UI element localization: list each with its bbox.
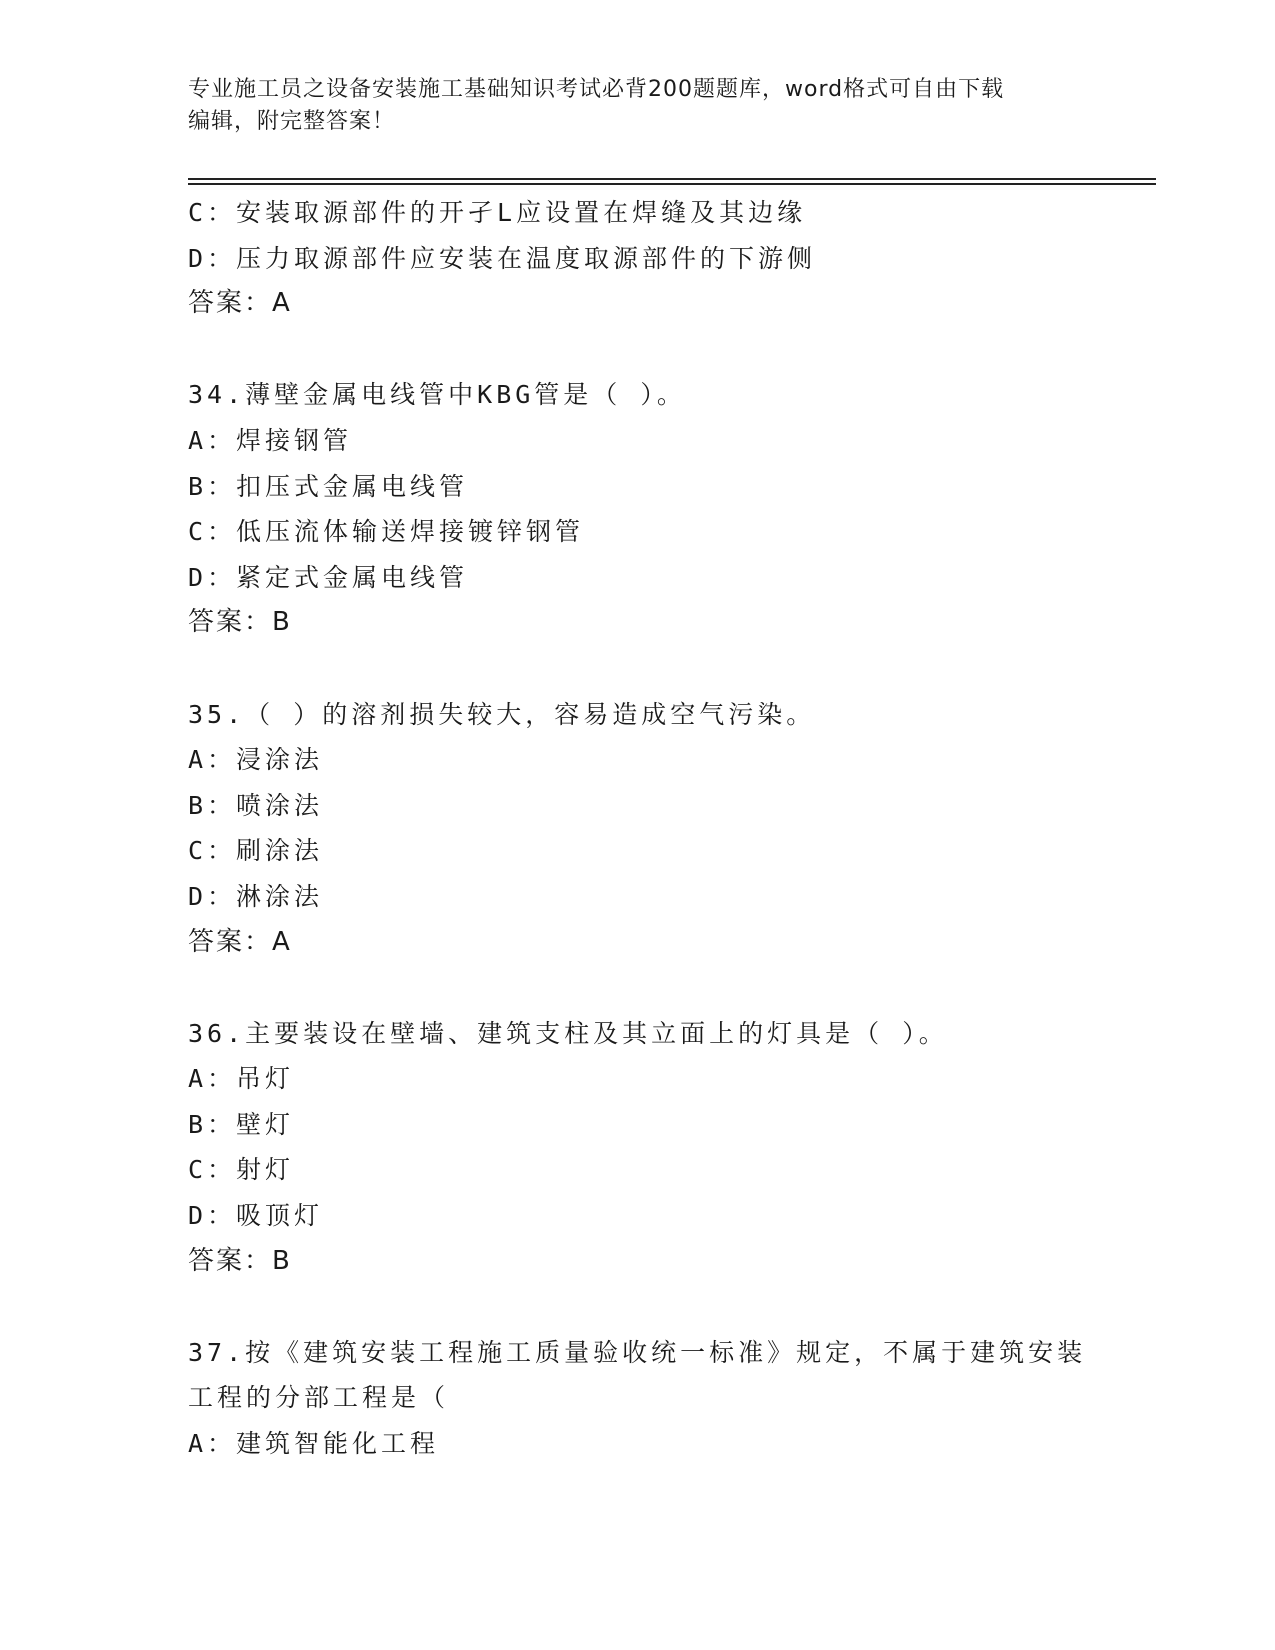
answer: 答案：A [188, 926, 292, 957]
question-36 [188, 1011, 1148, 1285]
header-divider-top [188, 178, 1156, 180]
question-title-line-1: 37.按《建筑安装工程施工质量验收统一标准》规定，不属于建筑安装 [188, 1337, 1087, 1367]
question-33-continued [188, 190, 1148, 327]
question-35 [188, 692, 1148, 966]
option-c: C：刷涂法 [188, 836, 324, 866]
option-d: D：压力取源部件应安装在温度取源部件的下游侧 [188, 243, 817, 273]
option-c: C：射灯 [188, 1155, 295, 1185]
option-a: A：建筑智能化工程 [188, 1429, 440, 1459]
question-37 [188, 1330, 1148, 1467]
spacer [188, 646, 1148, 692]
option-a: A：吊灯 [188, 1064, 295, 1094]
header-title-line-2: 编辑，附完整答案！ [188, 109, 396, 134]
option-c: C：低压流体输送焊接镀锌钢管 [188, 517, 585, 547]
option-c: C：安装取源部件的开孑L应设置在焊缝及其边缘 [188, 198, 807, 227]
header-divider-bottom [188, 183, 1156, 185]
option-d: D：紧定式金属电线管 [188, 562, 469, 592]
question-title: 34.薄壁金属电线管中KBG管是（ ）。 [188, 380, 686, 410]
header-title-line-1: 专业施工员之设备安装施工基础知识考试必背200题题库，word格式可自由下载 [188, 77, 1005, 102]
option-b: B：喷涂法 [188, 790, 324, 820]
answer: 答案：B [188, 1245, 292, 1276]
question-list [188, 190, 1148, 1467]
option-d: D：吸顶灯 [188, 1201, 324, 1231]
option-a: A：焊接钢管 [188, 425, 353, 455]
spacer [188, 965, 1148, 1011]
question-title: 35.（ ）的溶剂损失较大，容易造成空气污染。 [188, 699, 816, 729]
option-b: B：壁灯 [188, 1109, 295, 1139]
question-34 [188, 372, 1148, 646]
document-header [188, 74, 1088, 138]
spacer [188, 1284, 1148, 1330]
answer: 答案：B [188, 607, 292, 638]
option-a: A：浸涂法 [188, 745, 324, 775]
answer: 答案：A [188, 288, 292, 319]
option-d: D：淋涂法 [188, 881, 324, 911]
question-title-line-2: 工程的分部工程是（ [188, 1383, 450, 1413]
spacer [188, 327, 1148, 373]
option-b: B：扣压式金属电线管 [188, 471, 469, 501]
question-title: 36.主要装设在壁墙、建筑支柱及其立面上的灯具是（ ）。 [188, 1018, 948, 1048]
